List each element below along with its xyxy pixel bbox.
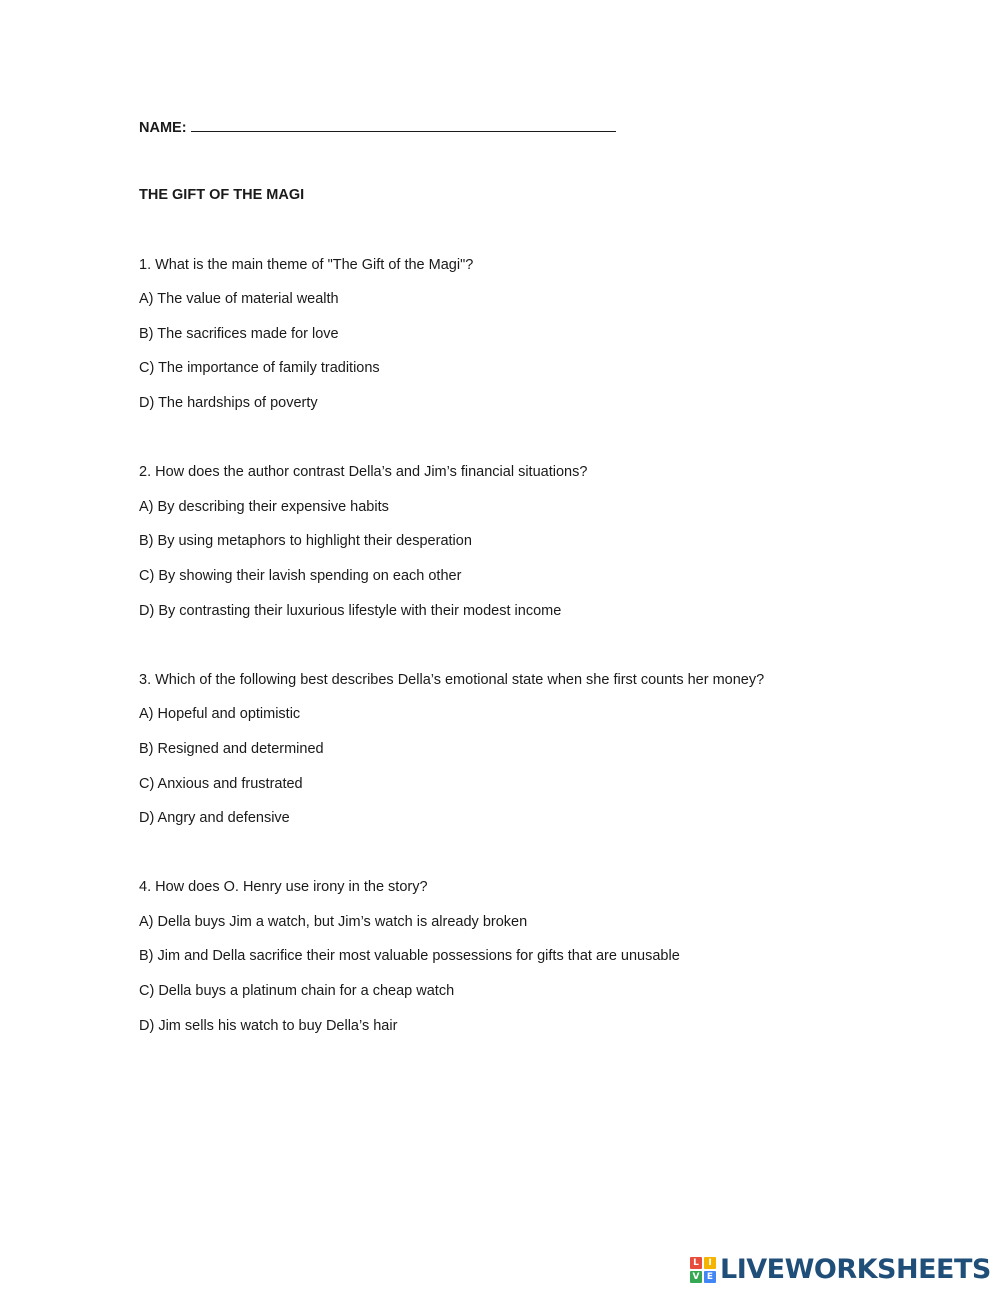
q2-option-a[interactable]: A) By describing their expensive habits — [139, 499, 389, 515]
logo-text: LIVEWORKSHEETS — [720, 1254, 991, 1285]
q1-option-a[interactable]: A) The value of material wealth — [139, 291, 339, 307]
name-row — [139, 117, 616, 137]
question-3: 3. Which of the following best describes Della’s emotional state when she first counts her money? — [139, 672, 765, 688]
q1-option-b[interactable]: B) The sacrifices made for love — [139, 326, 339, 342]
q2-option-d[interactable]: D) By contrasting their luxurious lifestyle with their modest income — [139, 603, 562, 619]
q3-option-b[interactable]: B) Resigned and determined — [139, 741, 324, 757]
name-label: NAME: — [139, 120, 187, 136]
logo-badge-letter: L — [690, 1257, 702, 1269]
logo-badge-letter: V — [690, 1271, 702, 1283]
worksheet-title: THE GIFT OF THE MAGI — [139, 187, 305, 203]
q1-option-c[interactable]: C) The importance of family traditions — [139, 360, 380, 376]
q3-option-a[interactable]: A) Hopeful and optimistic — [139, 706, 301, 722]
question-4: 4. How does O. Henry use irony in the story? — [139, 879, 428, 895]
liveworksheets-logo — [690, 1254, 991, 1286]
logo-badge-icon — [690, 1257, 716, 1283]
q4-option-b[interactable]: B) Jim and Della sacrifice their most valuable possessions for gifts that are unusable — [139, 948, 680, 964]
q2-option-b[interactable]: B) By using metaphors to highlight their desperation — [139, 533, 472, 549]
q4-option-d[interactable]: D) Jim sells his watch to buy Della’s hair — [139, 1018, 398, 1034]
question-1: 1. What is the main theme of "The Gift of the Magi"? — [139, 257, 474, 273]
logo-badge-letter: E — [704, 1271, 716, 1283]
name-blank-line[interactable] — [191, 117, 616, 132]
question-2: 2. How does the author contrast Della’s and Jim’s financial situations? — [139, 464, 588, 480]
q4-option-a[interactable]: A) Della buys Jim a watch, but Jim’s watch is already broken — [139, 914, 528, 930]
q3-option-d[interactable]: D) Angry and defensive — [139, 810, 290, 826]
q2-option-c[interactable]: C) By showing their lavish spending on each other — [139, 568, 462, 584]
q1-option-d[interactable]: D) The hardships of poverty — [139, 395, 318, 411]
q4-option-c[interactable]: C) Della buys a platinum chain for a cheap watch — [139, 983, 455, 999]
q3-option-c[interactable]: C) Anxious and frustrated — [139, 776, 303, 792]
logo-badge-letter: I — [704, 1257, 716, 1269]
